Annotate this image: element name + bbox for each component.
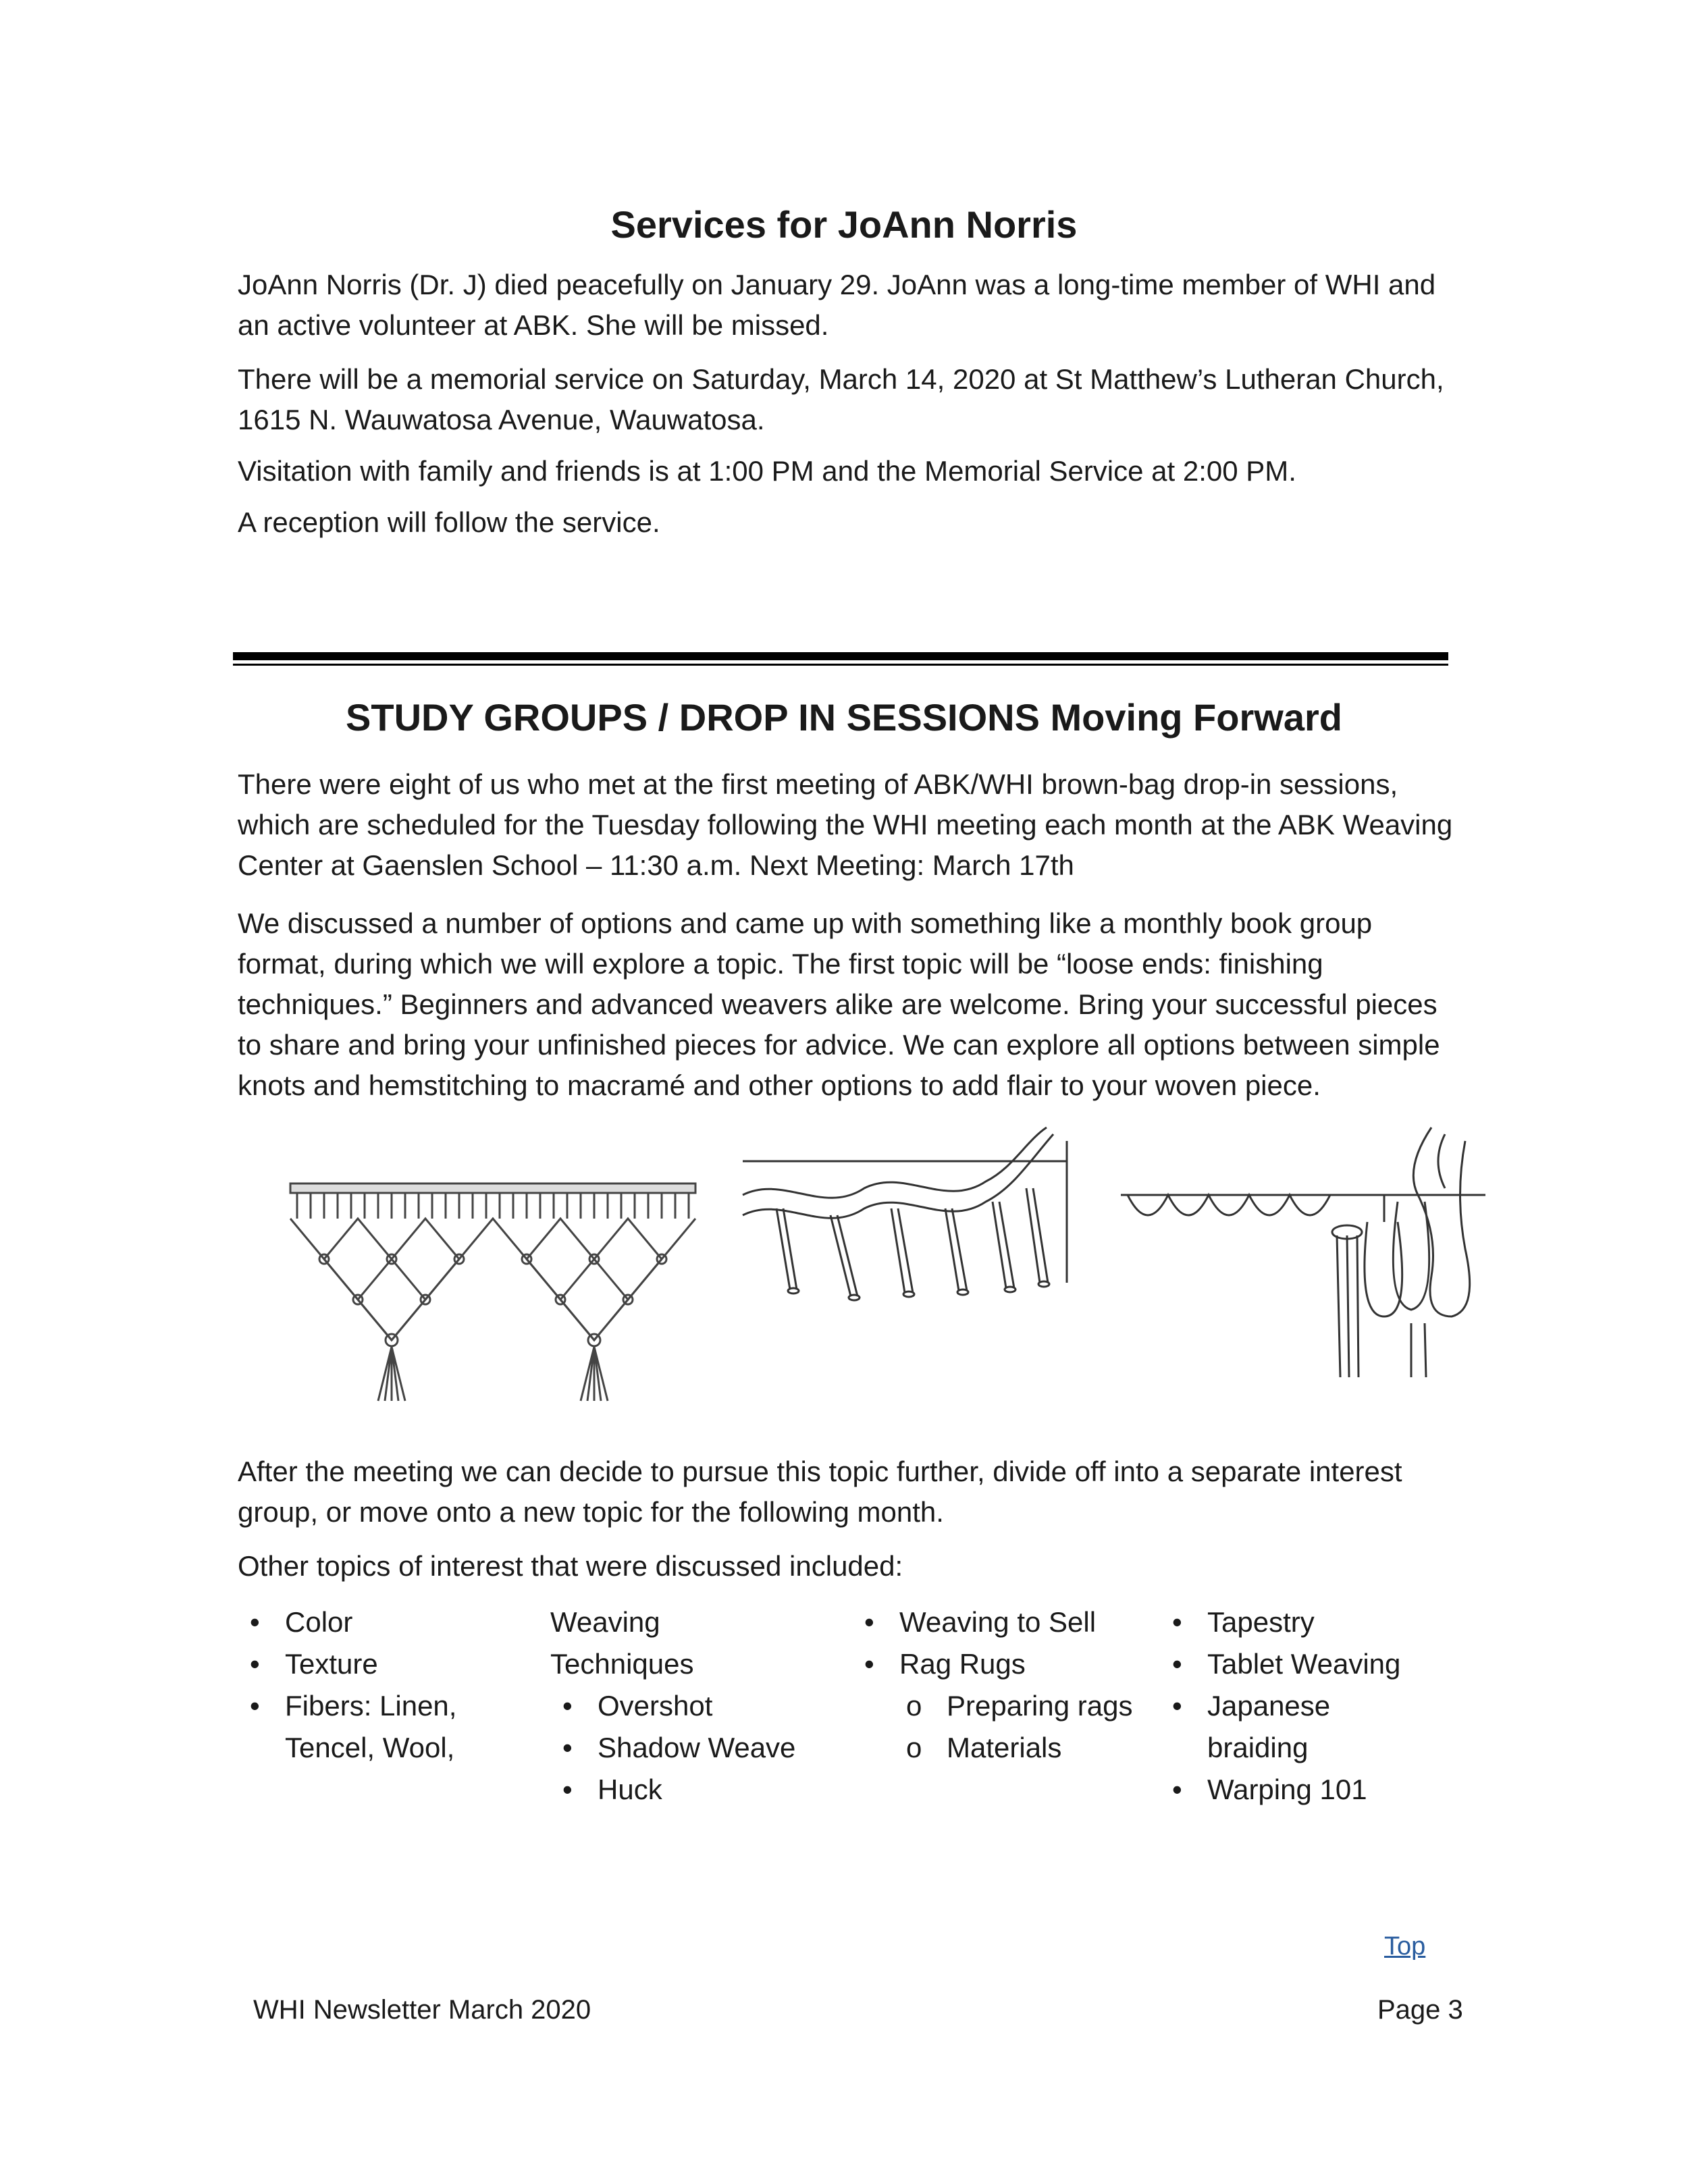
study-groups-paragraph-2: We discussed a number of options and came up with something like a monthly book group format, during which we will explore a topic. The first topic will be “loose ends: finishing techniques.” Beginners and advanced weavers alike are welcome. Bring your successful pieces to share and bring your unfinished pieces for advice. We can explore all options between simple knots and hemstitching to macramé and other options to add flair to your woven piece. xyxy=(238,907,1440,1101)
circle-bullet-icon: o xyxy=(906,1732,922,1763)
study-groups-paragraph-3: After the meeting we can decide to pursue this topic further, divide off into a separate interest group, or move onto a new topic for the following month. xyxy=(238,1456,1402,1528)
topics-column-4 xyxy=(1160,1601,1457,1811)
bullet-icon: • xyxy=(250,1690,260,1722)
topics-column-1 xyxy=(238,1601,494,1769)
topics-column-3 xyxy=(852,1601,1163,1769)
list-item xyxy=(238,1643,494,1685)
topics-column-2 xyxy=(550,1601,834,1811)
circle-bullet-icon: o xyxy=(906,1690,922,1722)
bullet-icon: • xyxy=(1172,1690,1182,1722)
study-groups-paragraph-4: Other topics of interest that were discussed included: xyxy=(238,1550,903,1582)
bullet-icon: • xyxy=(562,1774,573,1805)
hemstitch-loops-illustration xyxy=(1114,1100,1492,1384)
list-item xyxy=(1160,1601,1457,1643)
braided-fringe-illustration xyxy=(729,1114,1087,1303)
list-item-label: Color xyxy=(285,1606,353,1638)
list-item-label: Rag Rugs xyxy=(899,1648,1026,1680)
services-paragraph-2: There will be a memorial service on Saturday, March 14, 2020 at St Matthew’s Lutheran Church, 1615 N. Wauwatosa Avenue, Wauwatosa. xyxy=(238,363,1444,435)
list-item-label: Japanese braiding xyxy=(1207,1690,1331,1763)
list-item xyxy=(238,1601,494,1643)
macrame-net-illustration xyxy=(284,1178,702,1408)
services-paragraph-3: Visitation with family and friends is at 1:00 PM and the Memorial Service at 2:00 PM. xyxy=(238,455,1296,487)
top-link[interactable]: Top xyxy=(1384,1932,1426,1961)
list-item-label: Huck xyxy=(598,1774,662,1805)
section-divider xyxy=(233,652,1448,666)
list-item xyxy=(238,1685,494,1769)
list-item-label: Warping 101 xyxy=(1207,1774,1367,1805)
list-item xyxy=(1160,1643,1457,1685)
bullet-icon: • xyxy=(1172,1648,1182,1680)
footer-newsletter-title: WHI Newsletter March 2020 xyxy=(253,1995,591,2025)
list-item-label: Texture xyxy=(285,1648,378,1680)
list-item xyxy=(550,1685,834,1727)
list-item xyxy=(852,1601,1163,1643)
list-item xyxy=(852,1643,1163,1685)
list-item-label: Overshot xyxy=(598,1690,713,1722)
list-item-label: Shadow Weave xyxy=(598,1732,796,1763)
list-item xyxy=(550,1727,834,1769)
list-item-label: Tapestry xyxy=(1207,1606,1315,1638)
sub-list-item xyxy=(852,1685,1163,1727)
footer-page-number: Page 3 xyxy=(1377,1995,1463,2025)
services-title: Services for JoAnn Norris xyxy=(610,203,1078,246)
services-paragraph-4: A reception will follow the service. xyxy=(238,506,660,538)
bullet-icon: • xyxy=(864,1606,874,1638)
study-groups-paragraph-1: There were eight of us who met at the first meeting of ABK/WHI brown-bag drop-in sessions, which are scheduled for the Tuesday following the WHI meeting each month at the ABK Weaving Center at Gaenslen School – 11:30 a.m. Next Meeting: March 17th xyxy=(238,768,1453,881)
study-groups-title: STUDY GROUPS / DROP IN SESSIONS Moving Forward xyxy=(346,696,1342,739)
list-item-label: Materials xyxy=(947,1732,1062,1763)
weaving-techniques-heading: Weaving Techniques xyxy=(550,1606,694,1680)
bullet-icon: • xyxy=(562,1690,573,1722)
bullet-icon: • xyxy=(562,1732,573,1763)
list-item-label: Tablet Weaving xyxy=(1207,1648,1401,1680)
list-item-label: Fibers: Linen, Tencel, Wool, xyxy=(285,1690,457,1763)
list-item-label: Weaving to Sell xyxy=(899,1606,1097,1638)
list-item-label: Preparing rags xyxy=(947,1690,1133,1722)
bullet-icon: • xyxy=(250,1606,260,1638)
bullet-icon: • xyxy=(250,1648,260,1680)
sub-list-item xyxy=(852,1727,1163,1769)
services-paragraph-1: JoAnn Norris (Dr. J) died peacefully on January 29. JoAnn was a long-time member of WHI and an active volunteer at ABK. She will be missed. xyxy=(238,269,1436,341)
bullet-icon: • xyxy=(1172,1606,1182,1638)
list-item xyxy=(1160,1685,1376,1769)
list-item xyxy=(1160,1769,1457,1811)
bullet-icon: • xyxy=(864,1648,874,1680)
list-item xyxy=(550,1769,834,1811)
bullet-icon: • xyxy=(1172,1774,1182,1805)
